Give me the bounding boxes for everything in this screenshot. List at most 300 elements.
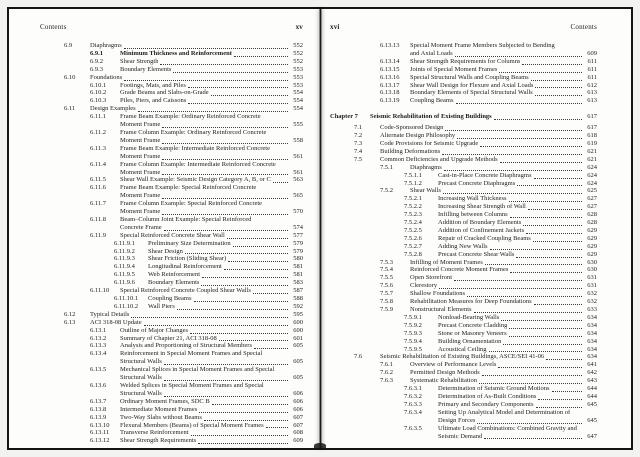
dot-leader [535,95,582,96]
toc-entry-line [330,385,597,393]
toc-entry-number: 7.1 [354,124,363,132]
toc-entry-page-number: 601 [293,334,303,342]
toc-entry [40,414,303,422]
toc-entry-number: 6.13 [64,318,76,326]
dot-leader [509,201,582,202]
toc-entry-title: ACI 318-08 Update [90,318,142,326]
dot-leader [211,95,288,96]
dot-leader [479,383,582,384]
dot-leader [439,288,582,289]
toc-entry-line [330,274,597,282]
toc-entry-line [40,255,303,263]
toc-entry-page-number: 643 [587,377,597,385]
toc-entry-title: Boundary Elements [120,65,172,73]
toc-entry-page-number: 624 [587,171,597,179]
toc-entry [330,195,597,203]
toc-entry [40,216,303,232]
toc-entry [330,66,597,74]
toc-entry-title: Code-Sponsored Design [380,124,444,132]
toc-entry-number: 7.5.2.7 [404,242,422,250]
toc-entry-line [40,97,303,105]
toc-entry [40,303,303,311]
toc-entry-page-number: 587 [293,287,303,295]
dot-leader [552,391,582,392]
toc-entry-line [330,425,597,433]
toc-entry-line [330,369,597,377]
dot-leader [124,80,288,81]
toc-entry-number: 6.13.9 [90,413,107,421]
toc-entry [40,319,303,327]
dot-leader [273,182,288,183]
toc-entry-title: Summary of Chapter 21, ACI 318-08 [120,334,217,342]
toc-entry-page-number: 558 [293,136,303,144]
toc-entry [40,184,303,200]
toc-entry-line [330,140,597,148]
toc-entry-line [330,82,597,90]
toc-entry-title: Cast-in-Place Concrete Diaphragms [438,171,532,179]
toc-entry [40,342,303,350]
toc-entry-line [40,176,303,184]
toc-entry-title: Increasing Shear Strength of Wall [438,203,526,211]
running-head-right [330,23,597,31]
dot-leader [509,336,582,337]
toc-entry-line [330,227,597,235]
toc-entry-page-number: 629 [587,242,597,250]
toc-entry-page-number: 645 [587,400,597,408]
toc-entry [40,263,303,271]
toc-entry-continuation-line [40,121,303,129]
toc-entry-title: Longitudinal Reinforcement [148,263,222,271]
toc-entry-page-number: 612 [587,81,597,89]
toc-entry [330,298,597,306]
toc-entry [40,382,303,398]
toc-entry-number: 6.13.2 [90,334,107,342]
toc-entry-number: 6.13.15 [380,65,400,73]
toc-entry-title: Stone or Masonry Veneers [438,329,507,337]
toc-entry-number: 7.5.9.3 [404,329,422,337]
toc-entry-number: 6.13.17 [380,81,400,89]
toc-entry-page-number: 579 [293,239,303,247]
dot-leader [228,261,288,262]
toc-entry-page-number: 579 [293,247,303,255]
toc-entry-line [330,393,597,401]
dot-leader [490,249,582,250]
toc-entry-page-number: 644 [587,385,597,393]
toc-entry-page-number: 605 [293,358,303,366]
toc-entry [330,393,597,401]
toc-entry-line [40,279,303,287]
toc-entry-number: 7.5.9.4 [404,337,422,345]
toc-entry-page-number: 634 [587,313,597,321]
dot-leader [162,214,288,215]
dot-leader [477,423,582,424]
toc-entry-title: Shear Design [148,247,183,255]
toc-entry-line [330,306,597,314]
dot-leader [253,293,288,294]
toc-entry-page-number: 617 [587,124,597,132]
toc-entry-number: 6.13.8 [90,405,107,413]
toc-entry [40,176,303,184]
toc-entry-line [330,132,597,140]
toc-entry-number: 7.3 [354,139,363,147]
toc-entry [330,180,597,188]
toc-entry-title: Acoustical Ceiling [438,345,487,353]
toc-entry [40,422,303,430]
toc-entry-title: Reinforced Concrete Moment Frames [410,266,509,274]
toc-entry [40,42,303,50]
toc-entry-number: 6.13.1 [90,326,107,334]
toc-entry [330,42,597,58]
toc-entry-title: Footings, Mats, and Piles [120,81,186,89]
toc-entry-number: 7.5.2.8 [404,250,422,258]
toc-entry-title: Overview of Performance Levels [410,361,497,369]
dot-leader [445,130,582,131]
toc-entry-number: 6.13.11 [90,429,110,437]
toc-entry-number: 6.13.5 [90,366,107,374]
toc-entry-title: Building Deformations [380,147,441,155]
toc-entry-line [330,89,597,97]
dot-leader [443,193,582,194]
dot-leader [531,80,582,81]
toc-entry-continuation-line [40,192,303,200]
toc-entry-page-number: 574 [293,223,303,231]
dot-leader [188,103,288,104]
dot-leader [138,111,288,112]
toc-entry-title: Coupling Beams [148,295,192,302]
toc-entry-line [40,184,303,192]
toc-entry-line [330,156,597,164]
dot-leader [457,138,582,139]
toc-entry [330,369,597,377]
toc-entry-number: 6.11 [64,105,76,113]
toc-entry [330,227,597,235]
toc-entry [40,97,303,105]
toc-entry-line [40,145,303,153]
dot-leader [442,154,582,155]
dot-leader [501,320,582,321]
toc-entry-line [330,330,597,338]
toc-entry-line [40,342,303,350]
toc-entry-title-continued: and Axial Loads [410,49,453,57]
toc-entry-line [40,58,303,66]
toc-entry-number: 6.11.2 [90,128,107,136]
toc-entry-number: 7.6.3.1 [404,385,422,393]
toc-entry [330,361,597,369]
toc-entry-line [330,353,597,361]
toc-entry [330,266,597,274]
toc-entry-number: 7.5 [354,155,363,163]
toc-entry-number: 7.2 [354,132,363,140]
toc-entry [330,401,597,409]
dot-leader [224,269,288,270]
toc-entry-title: Repair of Cracked Coupling Beams [438,234,531,242]
toc-entry-page-number: 633 [587,306,597,313]
toc-entry-number: 7.6.1 [380,361,393,369]
toc-entry-title: Seismic Rehabilitation of Existing Buildings, ASCE/SEI 41-06 [380,353,545,361]
toc-entry-number: 6.11.6 [90,184,107,192]
toc-entry-line [40,129,303,137]
toc-entry-title: Infilling of Moment Frames [410,258,483,266]
toc-entry [330,89,597,97]
toc-entry-number: 6.11.9.1 [114,239,135,247]
toc-entry-line [330,203,597,211]
toc-entry-number: 6.13.19 [380,97,400,105]
toc-entry-page-number: 553 [293,73,303,81]
dot-leader [510,272,582,273]
toc-entry-title: Piles, Piers, and Caissons [120,97,187,105]
toc-entry-number: 6.11.9.3 [114,255,135,263]
toc-entry [40,145,303,161]
page-folio: xv [295,23,303,31]
toc-entry-page-number: 588 [293,295,303,302]
toc-entry-title: Clerestory [410,282,438,290]
toc-entry-number: 6.13.10 [90,421,110,429]
toc-entry-number: 7.5.2.2 [404,203,422,211]
toc-entry-page-number: 628 [587,219,597,227]
toc-entry-page-number: 624 [587,163,597,171]
toc-entry-line [330,361,597,369]
toc-entry-number: 7.5.2.6 [404,234,422,242]
toc-entry-page-number: 561 [293,152,303,160]
dot-leader [254,348,288,349]
toc-entry [40,232,303,240]
toc-entry-page-number: 629 [587,226,597,234]
toc-entry-title: Primary and Secondary Components [438,400,534,408]
toc-entry-number: 6.11.7 [90,200,107,208]
dot-leader [204,420,288,421]
toc-entry [40,287,303,295]
toc-entry-page-number: 563 [293,176,303,184]
toc-entry-number: 7.5.6 [380,282,393,290]
toc-entry-line [40,216,303,224]
toc-entry-title: Boundary Elements of Special Structural Walls [410,89,533,97]
toc-entry-line [330,113,597,121]
toc-entry-number: 6.9.1 [90,49,103,57]
dot-leader [162,159,288,160]
dot-leader [456,103,582,104]
toc-entry-line [330,290,597,298]
dot-leader [162,143,288,144]
toc-entry [40,350,303,366]
toc-entry [40,311,303,319]
toc-entry-number: 6.11.1 [90,113,107,121]
toc-entry-number: 7.5.1.2 [404,179,422,187]
toc-entry-title: Determination of Seismic Ground Motions [438,385,550,393]
toc-entry-number: 6.13.7 [90,397,107,405]
toc-entry-number: 7.6 [354,353,363,361]
toc-entry-page-number: 577 [293,231,303,239]
dot-leader [185,253,288,254]
toc-entry-page-number: 631 [587,282,597,290]
toc-entry-title: Design Examples [90,105,136,113]
page-folio: xvi [330,23,340,31]
toc-entry-number: 7.6.3.2 [404,392,422,400]
dot-leader [509,328,582,329]
toc-entry [330,353,597,361]
toc-entry [330,346,597,354]
toc-entry [330,306,597,314]
toc-entry-number: 6.13.13 [380,42,400,49]
toc-entry-line [330,187,597,195]
toc-entry-title: Systematic Rehabilitation [410,377,477,385]
toc-entry-title: Typical Details [90,310,130,318]
toc-entry-page-number: 641 [587,361,597,369]
toc-page-left [9,9,320,448]
toc-entry-line [40,82,303,90]
toc-entry-page-number: 618 [587,132,597,140]
toc-entry-number: 6.13.18 [380,89,400,97]
toc-entry-number: 6.11.10.1 [114,295,139,302]
toc-entry [40,398,303,406]
toc-entry-page-number: 565 [293,192,303,200]
toc-entry-title: Boundary Elements [148,279,200,287]
toc-entry-title: Ordinary Moment Frames, SDC B [120,397,210,405]
toc-entry-title: Permitted Design Methods [410,369,480,377]
toc-entry-page-number: 644 [587,392,597,400]
dot-leader [233,246,288,247]
toc-entry-line [40,74,303,82]
page-gutter-divider [319,9,322,448]
toc-entry-page-number: 634 [587,345,597,353]
toc-entry-line [330,346,597,354]
dot-leader [480,146,582,147]
toc-entry-title: Frame Beam Example: Intermediate Reinforced Concrete [120,144,270,152]
toc-entry-line [330,282,597,290]
toc-entry [330,164,597,172]
toc-entry [330,259,597,267]
toc-entry-title: Grade Beams and Slabs-on-Grade [120,89,209,97]
dot-leader [188,87,288,88]
toc-entry-line [40,248,303,256]
dot-leader [536,407,583,408]
dot-leader [500,162,582,163]
toc-entry-number: Chapter 7 [330,113,358,121]
toc-entry-title-continued: Moment Frame [120,192,161,200]
toc-entry-page-number: 631 [587,274,597,282]
running-head-title: Contents [570,23,597,31]
toc-entry-title: Setting Up Analytical Model and Determination of [438,408,571,416]
toc-entry [330,203,597,211]
toc-entry-page-number: 611 [587,57,597,65]
toc-entry-line [40,295,303,303]
dot-leader [164,396,288,397]
toc-entry-line [40,89,303,97]
toc-entry-line [40,105,303,113]
dot-leader [162,198,288,199]
toc-entry-title: Frame Column Example: Special Reinforced Concrete [120,200,263,208]
toc-entry [40,74,303,82]
toc-entry [330,243,597,251]
dot-leader [124,48,288,49]
toc-entry-page-number: 609 [587,49,597,57]
toc-entry [330,97,597,105]
toc-entry [40,366,303,382]
toc-entry-title: Determination of As-Built Conditions [438,392,537,400]
toc-entry [330,58,597,66]
toc-entry [40,50,303,58]
toc-entry [330,140,597,148]
toc-entry [330,338,597,346]
toc-entry-line [40,287,303,295]
toc-entry-title: Special Moment Frame Members Subjected to Bending [410,42,555,49]
toc-entry-line [330,266,597,274]
toc-entry [330,425,597,441]
toc-entry-title: Shear Wall Example: Seismic Design Category A, B, or C [120,176,271,184]
dot-leader [164,364,288,365]
toc-entry [40,66,303,74]
toc-entry-line [40,42,303,50]
toc-entry-page-number: 621 [587,147,597,155]
toc-entry-line [330,97,597,105]
toc-entry-page-number: 629 [587,250,597,258]
toc-entry [330,74,597,82]
dot-leader [534,178,583,179]
toc-entry-title: Addition of Boundary Elements [438,219,522,227]
toc-entry [330,409,597,425]
toc-entry-number: 7.5.9 [380,306,393,313]
toc-entry-line [40,366,303,374]
toc-entry [40,437,303,445]
toc-entry-page-number: 561 [293,168,303,176]
toc-entry-continuation-line [40,137,303,145]
dot-leader [528,209,582,210]
toc-entry-number: 7.5.2 [380,187,393,195]
toc-entry-page-number: 625 [587,187,597,195]
dot-leader [202,277,288,278]
toc-entry-line [40,350,303,358]
dot-leader [534,304,582,305]
dot-leader [499,72,582,73]
toc-entry-title: Foundations [90,73,123,81]
toc-entry-number: 7.5.1.1 [404,171,422,179]
toc-entry-title: Infilling between Columns [438,211,508,219]
toc-entry-line [330,377,597,385]
toc-entry-title: Ultimate Load Combinations: Combined Gravity and [438,424,577,432]
toc-entry-title: Building Ornamentation [438,337,502,345]
dot-leader [474,312,582,313]
toc-entry-page-number: 629 [587,234,597,242]
toc-entry-page-number: 647 [587,432,597,440]
toc-entry-page-number: 645 [587,416,597,424]
toc-entry [330,282,597,290]
toc-entry [330,330,597,338]
toc-entry [40,429,303,437]
toc-entry-continuation-line [40,153,303,161]
toc-entry-page-number: 608 [293,429,303,437]
toc-entry-page-number: 552 [293,49,303,57]
toc-entry [330,314,597,322]
toc-entry-number: 7.6.3.4 [404,408,422,416]
toc-entry-number: 7.6.3.3 [404,400,422,408]
toc-entry-page-number: 611 [587,65,597,73]
toc-entry [40,255,303,263]
toc-entry [330,219,597,227]
toc-entry-number: 7.5.5 [380,274,393,282]
toc-entry-line [40,422,303,430]
toc-entry-line [330,338,597,346]
toc-entry-title: Nonload-Bearing Walls [438,313,500,321]
dot-leader [191,435,288,436]
dot-leader [482,375,582,376]
dot-leader [173,72,288,73]
toc-entry-line [40,319,303,327]
toc-entry-page-number: 605 [293,374,303,382]
toc-entry-number: 6.11.9.4 [114,263,135,271]
toc-entry-page-number: 613 [587,97,597,105]
toc-entry-continuation-line [40,374,303,382]
toc-entry-title: Two-Way Slabs without Beams [120,413,202,421]
toc-entry-title: Beam–Column Joint Example: Special Reinforced [120,215,252,223]
